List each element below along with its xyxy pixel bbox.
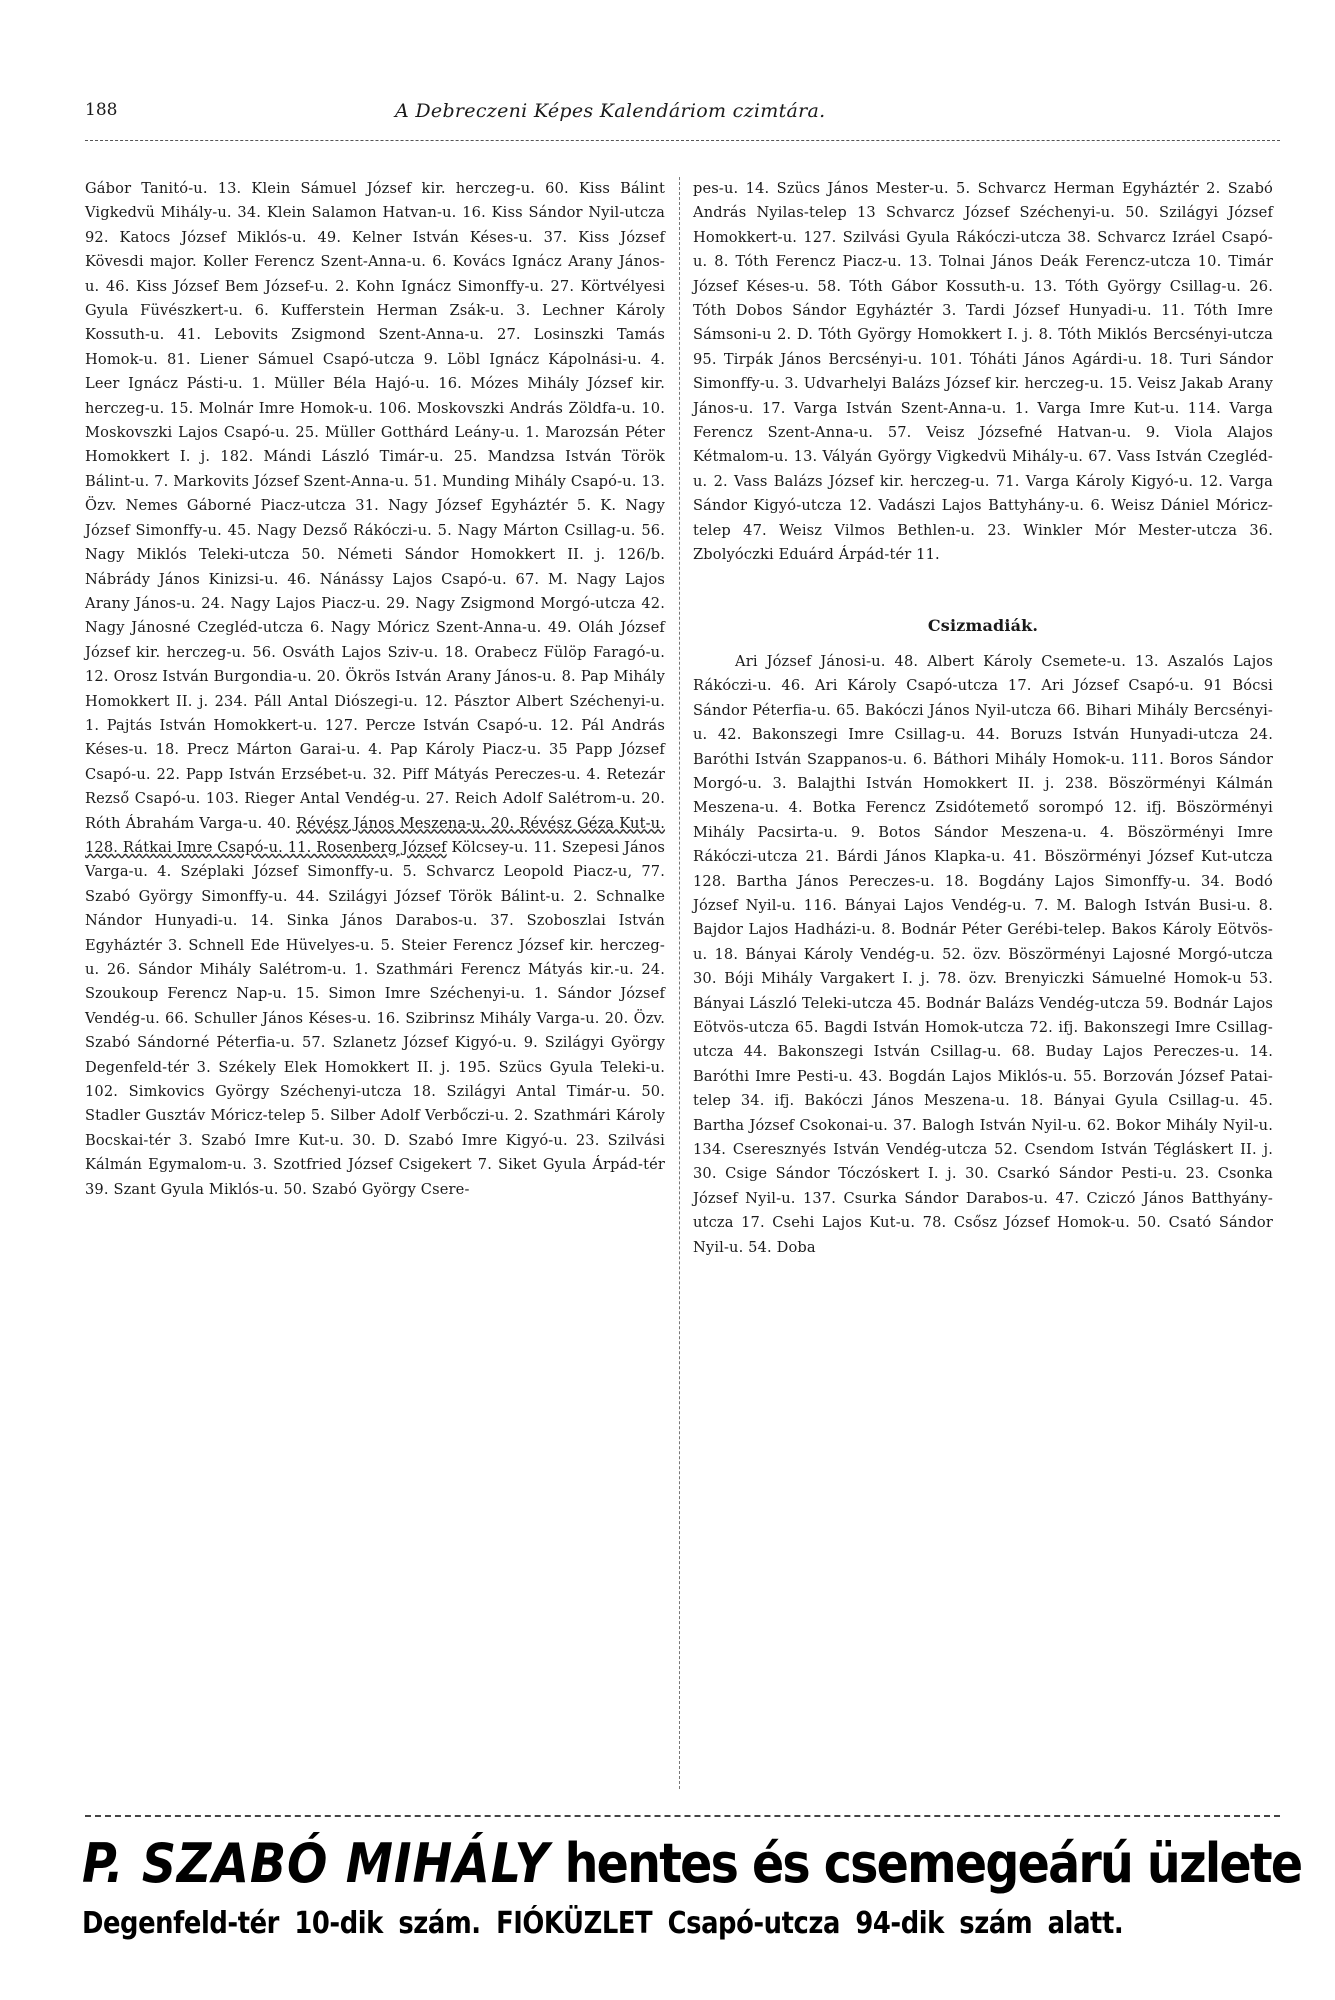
right-column xyxy=(693,177,1273,1260)
left-column xyxy=(85,177,665,1202)
directory-entries-left xyxy=(85,177,665,1202)
header-rule xyxy=(85,140,1280,141)
section-heading: Csizmadiák. xyxy=(927,615,1039,635)
ad-headline xyxy=(82,1830,1302,1898)
ad-address: Degenfeld-tér 10-dik szám. FIÓKÜZLET Csapó-utcza 94-dik szám alatt. xyxy=(82,1906,1124,1941)
entries-before-underline: Gábor Tanitó-u. 13. Klein Sámuel József kir. herczeg-u. 60. Kiss Bálint Vigkedvü Mihály-u. 34. Klein Salamon Hatvan-u. 16. Kiss Sándor Nyil-utcza 92. Katocs József Miklós-u. 49. Kelner István Késes-u. 37. Kiss József Kövesdi major. Koller Ferencz Szent-Anna-u. 6. Kovács Ignácz Arany János-u. 46. Kiss József Bem József-u. 2. Kohn Ignácz Simonffy-u. 27. Körtvélyesi Gyula Füvészkert-u. 6. Kufferstein Herman Zsák-u. 3. Lechner Károly Kossuth-u. 41. Lebovits Zsigmond Szent-Anna-u. 27. Losinszki Tamás Homok-u. 81. Liener Sámuel Csapó-utcza 9. Löbl Ignácz Kápolnási-u. 4. Leer Ignácz Pásti-u. 1. Müller Béla Hajó-u. 16. Mózes Mihály József kir. herczeg-u. 15. Molnár Imre Homok-u. 106. Moskovszki András Zöldfa-u. 10. Moskovszki Lajos Csapó-u. 25. Müller Gotthárd Leány-u. 1. Marozsán Péter Homokkert I. j. 182. Mándi László Timár-u. 25. Mandzsa István Török Bálint-u. 7. Markovits József Szent-Anna-u. 51. Munding Mihály Csapó-u. 13. Özv. Nemes Gáborné Piacz-utcza 31. Nagy József Egyháztér 5. K. Nagy József Simonffy-u. 45. Nagy Dezső Rákóczi-u. 5. Nagy Márton Csillag-u. 56. Nagy Miklós Teleki-utcza 50. Németi Sándor Homokkert II. j. 126/b. Nábrády János Kinizsi-u. 46. Nánássy Lajos Csapó-u. 67. M. Nagy Lajos Arany János-u. 24. Nagy Lajos Piacz-u. 29. Nagy Zsigmond Morgó-utcza 42. Nagy Jánosné Czegléd-utcza 6. Nagy Móricz Szent-Anna-u. 49. Oláh József József kir. herczeg-u. 56. Osváth Lajos Sziv-u. 18. Orabecz Fülöp Faragó-u. 12. Orosz István Burgondia-u. 20. Ökrös István Arany János-u. 8. Pap Mihály Homokkert II. j. 234. Páll Antal Diószegi-u. 12. Pásztor Albert Széchenyi-u. 1. Pajtás István Homokkert-u. 127. Percze István Csapó-u. 12. Pál András Késes-u. 18. Precz Márton Garai-u. 4. Pap Károly Piacz-u. 35 Papp József Csapó-u. 22. Papp István Erzsébet-u. 32. Piff Mátyás Pereczes-u. 4. Retezár Rezső Csapó-u. 103. Rieger Antal Vendég-u. 27. Reich Adolf Salétrom-u. 20. Róth Ábrahám Varga-u. 40. xyxy=(85,180,665,832)
ad-business-type: hentes és csemegeárú üzlete xyxy=(564,1832,1302,1895)
directory-entries-right: pes-u. 14. Szücs János Mester-u. 5. Schvarcz Herman Egyháztér 2. Szabó András Nyilas-telep 13 Schvarcz József Széchenyi-u. 50. Szilágyi József Homokkert-u. 127. Szilvási Gyula Rákóczi-utcza 38. Schvarcz Izráel Csapó-u. 8. Tóth Ferencz Piacz-u. 13. Tolnai János Deák Ferencz-utcza 10. Timár József Késes-u. 58. Tóth Gábor Kossuth-u. 13. Tóth György Csillag-u. 26. Tóth Dobos Sándor Egyháztér 3. Tardi József Hunyadi-u. 11. Tóth Imre Sámsoni-u 2. D. Tóth György Homokkert I. j. 8. Tóth Miklós Bercsényi-utcza 95. Tirpák János Bercsényi-u. 101. Tóháti János Agárdi-u. 18. Turi Sándor Simonffy-u. 3. Udvarhelyi Balázs József kir. herczeg-u. 15. Veisz Jakab Arany János-u. 17. Varga István Szent-Anna-u. 1. Varga Imre Kut-u. 114. Varga Ferencz Szent-Anna-u. 57. Veisz Józsefné Hatvan-u. 9. Viola Alajos Kétmalom-u. 13. Vályán György Vigkedvü Mihály-u. 67. Vass István Czegléd-u. 2. Vass Balázs József kir. herczeg-u. 71. Varga Károly Kigyó-u. 12. Varga Sándor Kigyó-utcza 12. Vadászi Lajos Battyhány-u. 6. Weisz Dániel Móricz-telep 47. Weisz Vilmos Bethlen-u. 23. Winkler Mór Mester-utcza 36. Zbolyóczki Eduárd Árpád-tér 11. xyxy=(693,180,1273,564)
entries-after-underline: Kölcsey-u. 11. Szepesi János Varga-u. 4. Széplaki József Simonffy-u. 5. Schvarcz Leopold Piacz-u, 77. Szabó György Simonffy-u. 44. Szilágyi József Török Bálint-u. 2. Schnalke Nándor Hunyadi-u. 14. Sinka János Darabos-u. 37. Szoboszlai István Egyháztér 3. Schnell Ede Hüvelyes-u. 5. Steier Ferencz József kir. herczeg-u. 26. Sándor Mihály Salétrom-u. 1. Szathmári Ferencz Mátyás kir.-u. 24. Szoukoup Ferencz Nap-u. 15. Simon Imre Széchenyi-u. 1. Sándor József Vendég-u. 66. Schuller János Késes-u. 16. Szibrinsz Mihály Varga-u. 20. Özv. Szabó Sándorné Péterfia-u. 57. Szlanetz József Kigyó-u. 9. Szilágyi György Degenfeld-tér 3. Székely Elek Homokkert II. j. 195. Szücs Gyula Teleki-u. 102. Simkovics György Széchenyi-utcza 18. Szilágyi Antal Timár-u. 50. Stadler Gusztáv Móricz-telep 5. Silber Adolf Verbőczi-u. 2. Szathmári Károly Bocskai-tér 3. Szabó Imre Kut-u. 30. D. Szabó Imre Kigyó-u. 23. Szilvási Kálmán Egymalom-u. 3. Szotfried József Csigekert 7. Siket Gyula Árpád-tér 39. Szant Gyula Miklós-u. 50. Szabó György Csere- xyxy=(85,838,666,1198)
running-title: A Debreczeni Képes Kalendáriom czimtára. xyxy=(395,100,826,122)
page-header xyxy=(85,100,1280,130)
column-divider xyxy=(679,177,680,1789)
footer-rule xyxy=(85,1815,1280,1817)
directory-columns xyxy=(85,177,1280,1797)
section-entries: Ari József Jánosi-u. 48. Albert Károly Csemete-u. 13. Aszalós Lajos Rákóczi-u. 46. Ari Károly Csapó-utcza 17. Ari József Csapó-u. 91 Bócsi Sándor Péterfia-u. 65. Bakóczi János Nyil-utcza 66. Bihari Mihály Bercsényi-u. 42. Bakonszegi Imre Csillag-u. 44. Boruzs István Hunyadi-utcza 24. Baróthi István Szappanos-u. 6. Báthori Mihály Homok-u. 111. Boros Sándor Morgó-u. 3. Balajthi István Homokkert II. j. 238. Böszörményi Kálmán Meszena-u. 4. Botka Ferencz Zsidótemető sorompó 12. ifj. Böszörményi Mihály Pacsirta-u. 9. Botos Sándor Meszena-u. 4. Böszörményi Imre Rákóczi-utcza 21. Bárdi János Klapka-u. 41. Böszörményi József Kut-utcza 128. Bartha János Pereczes-u. 18. Bogdány Lajos Simonffy-u. 34. Bodó József Nyil-u. 116. Bányai Lajos Vendég-u. 7. M. Balogh István Busi-u. 8. Bajdor Lajos Hadházi-u. 8. Bodnár Péter Gerébi-telep. Bakos Károly Eötvös-u. 18. Bányai Károly Vendég-u. 52. özv. Böszörményi Lajosné Morgó-utcza 30. Bóji Mihály Vargakert I. j. 78. özv. Brenyiczki Sámuelné Homok-u 53. Bányai László Teleki-utcza 45. Bodnár Balázs Vendég-utcza 59. Bodnár Lajos Eötvös-utcza 65. Bagdi István Homok-utcza 72. ifj. Bakonszegi Imre Csillag-utcza 44. Bakonszegi István Csillag-u. 68. Buday Lajos Pereczes-u. 14. Baróthi Imre Pesti-u. 43. Bogdán Lajos Miklós-u. 55. Borzován József Patai-telep 34. ifj. Bakóczi János Meszena-u. 18. Bányai Gyula Csillag-u. 45. Bartha József Csokonai-u. 37. Balogh István Nyil-u. 62. Bokor Mihály Nyil-u. 134. Cseresznyés István Vendég-utcza 52. Csendom István Tégláskert II. j. 30. Csige Sándor Tóczóskert I. j. 30. Csarkó Sándor Pesti-u. 23. Csonka József Nyil-u. 137. Csurka Sándor Darabos-u. 47. Cziczó János Batthyány-utcza 17. Csehi Lajos Kut-u. 78. Csősz József Homok-u. 50. Csató Sándor Nyil-u. 54. Doba xyxy=(693,652,1273,1256)
underlined-entries: Révész János Meszena-u. 20. Révész Géza Kut-u. 128. Rátkai Imre Csapó-u. 11. Rosenberg József xyxy=(85,814,666,856)
page-number: 188 xyxy=(85,100,118,120)
advertisement xyxy=(82,1830,1302,1941)
ad-business-owner: P. SZABÓ MIHÁLY xyxy=(82,1832,550,1895)
